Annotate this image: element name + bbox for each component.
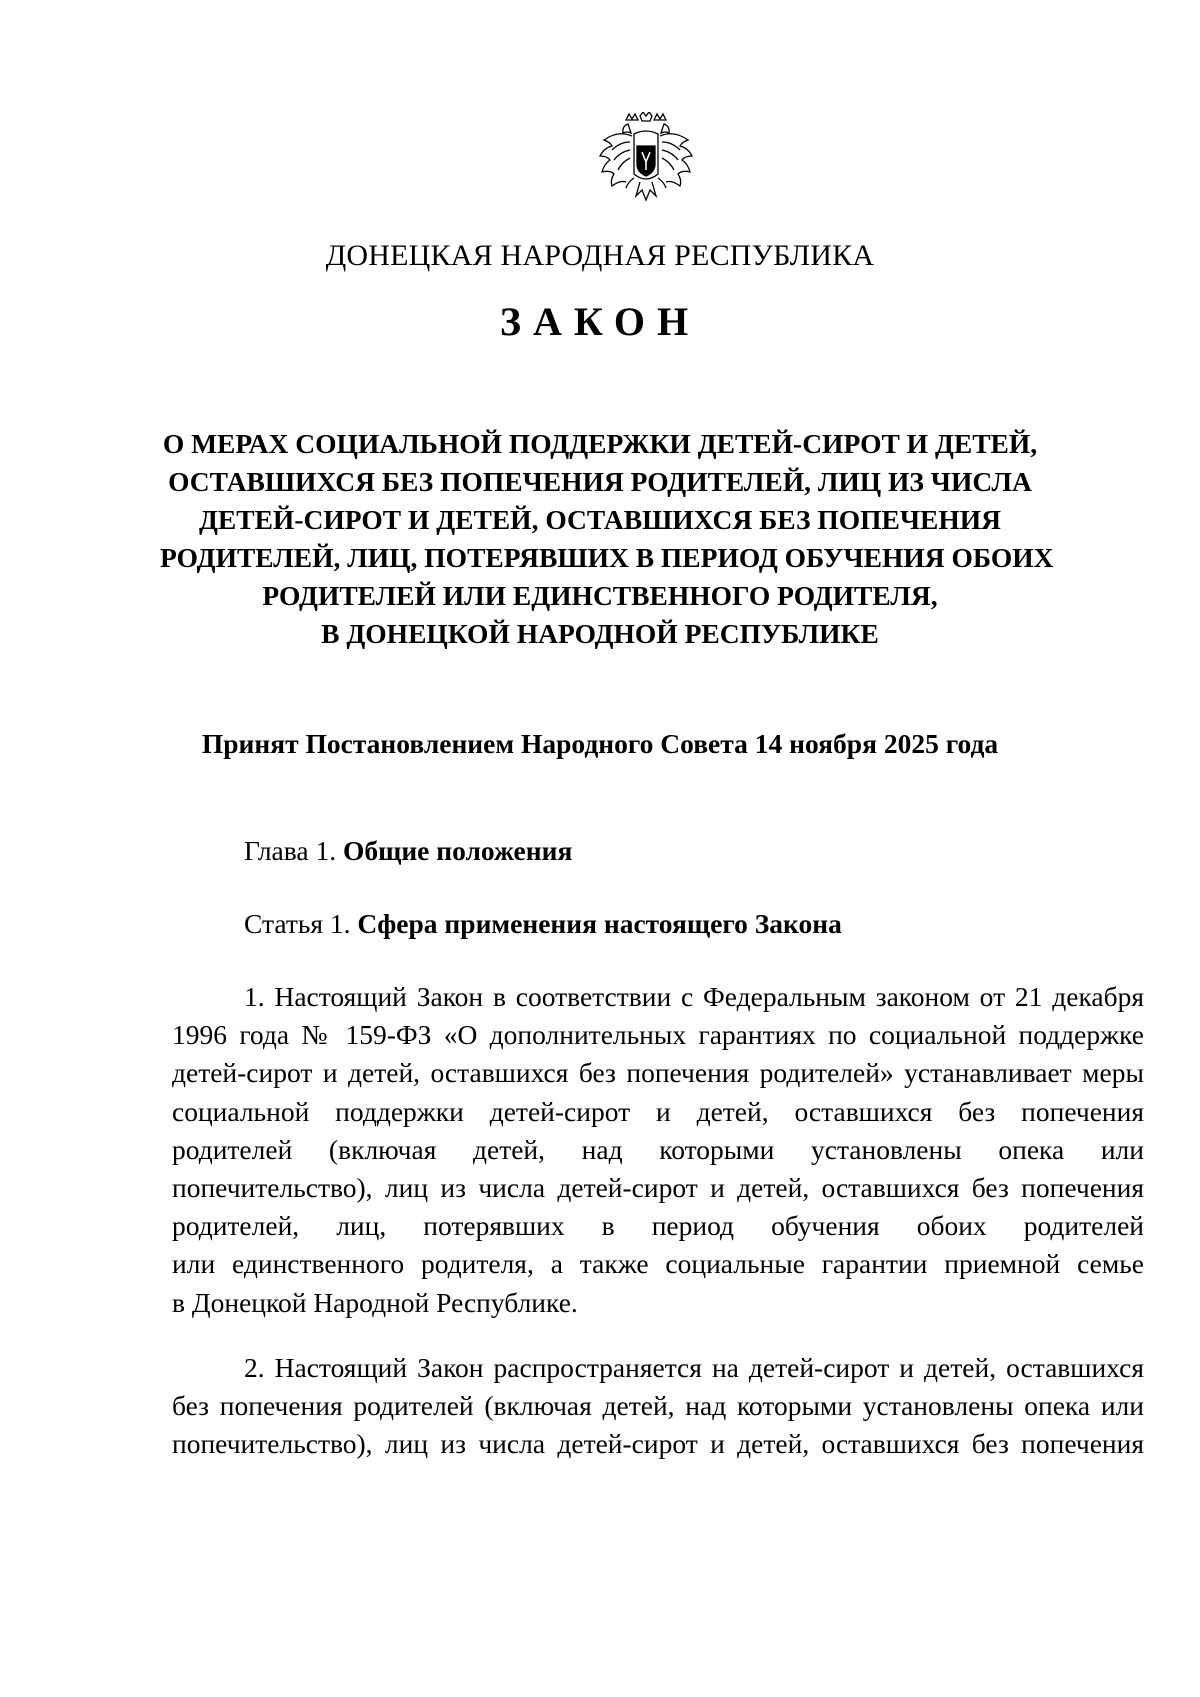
paragraph-line: попечительство), лиц из числа детей-сирот и детей, оставшихся без попечения bbox=[172, 1428, 1144, 1460]
title-line: ОСТАВШИХСЯ БЕЗ ПОПЕЧЕНИЯ РОДИТЕЛЕЙ, ЛИЦ ИЗ ЧИСЛА bbox=[168, 466, 1032, 497]
coat-of-arms-icon bbox=[596, 112, 696, 222]
law-title bbox=[160, 425, 1054, 653]
article-prefix: Статья 1. bbox=[244, 908, 351, 939]
paragraph-line: детей-сирот и детей, оставшихся без попечения родителей» устанавливает меры bbox=[172, 1057, 1144, 1089]
title-line: РОДИТЕЛЕЙ ИЛИ ЕДИНСТВЕННОГО РОДИТЕЛЯ, bbox=[262, 580, 938, 611]
paragraph-1 bbox=[172, 978, 1144, 1322]
document-type: ЗАКОН bbox=[499, 299, 701, 344]
chapter-heading bbox=[244, 832, 572, 870]
title-line: О МЕРАХ СОЦИАЛЬНОЙ ПОДДЕРЖКИ ДЕТЕЙ-СИРОТ И ДЕТЕЙ, bbox=[162, 428, 1038, 459]
paragraph-line: попечительство), лиц из числа детей-сирот и детей, оставшихся без попечения bbox=[172, 1172, 1144, 1204]
paragraph-2 bbox=[172, 1349, 1144, 1464]
paragraph-line: социальной поддержки детей-сирот и детей, оставшихся без попечения bbox=[172, 1095, 1144, 1127]
paragraph-line: или единственного родителя, а также социальные гарантии приемной семье bbox=[172, 1248, 1144, 1280]
paragraph-line: без попечения родителей (включая детей, над которыми установлены опека или bbox=[172, 1390, 1144, 1422]
chapter-name: Общие положения bbox=[342, 835, 573, 866]
title-line: РОДИТЕЛЕЙ, ЛИЦ, ПОТЕРЯВШИХ В ПЕРИОД ОБУЧЕНИЯ ОБОИХ bbox=[160, 542, 1054, 573]
chapter-prefix: Глава 1. bbox=[244, 835, 337, 866]
adoption-note: Принят Постановлением Народного Совета 14 ноября 2025 года bbox=[201, 728, 999, 759]
article-heading bbox=[244, 905, 842, 943]
paragraph-line: 1996 года № 159-ФЗ «О дополнительных гарантиях по социальной поддержке bbox=[172, 1019, 1144, 1051]
paragraph-line: родителей, лиц, потерявших в период обучения обоих родителей bbox=[172, 1210, 1144, 1242]
article-name: Сфера применения настоящего Закона bbox=[357, 908, 842, 939]
title-line: ДЕТЕЙ-СИРОТ И ДЕТЕЙ, ОСТАВШИХСЯ БЕЗ ПОПЕЧЕНИЯ bbox=[198, 504, 1002, 535]
paragraph-line: в Донецкой Народной Республике. bbox=[172, 1286, 578, 1318]
republic-name: ДОНЕЦКАЯ НАРОДНАЯ РЕСПУБЛИКА bbox=[325, 239, 875, 272]
paragraph-line: 2. Настоящий Закон распространяется на детей-сирот и детей, оставшихся bbox=[244, 1352, 1144, 1383]
paragraph-line: 1. Настоящий Закон в соответствии с Федеральным законом от 21 декабря bbox=[244, 981, 1144, 1012]
paragraph-line: родителей (включая детей, над которыми установлены опека или bbox=[172, 1133, 1144, 1165]
title-line: В ДОНЕЦКОЙ НАРОДНОЙ РЕСПУБЛИКЕ bbox=[321, 618, 879, 649]
